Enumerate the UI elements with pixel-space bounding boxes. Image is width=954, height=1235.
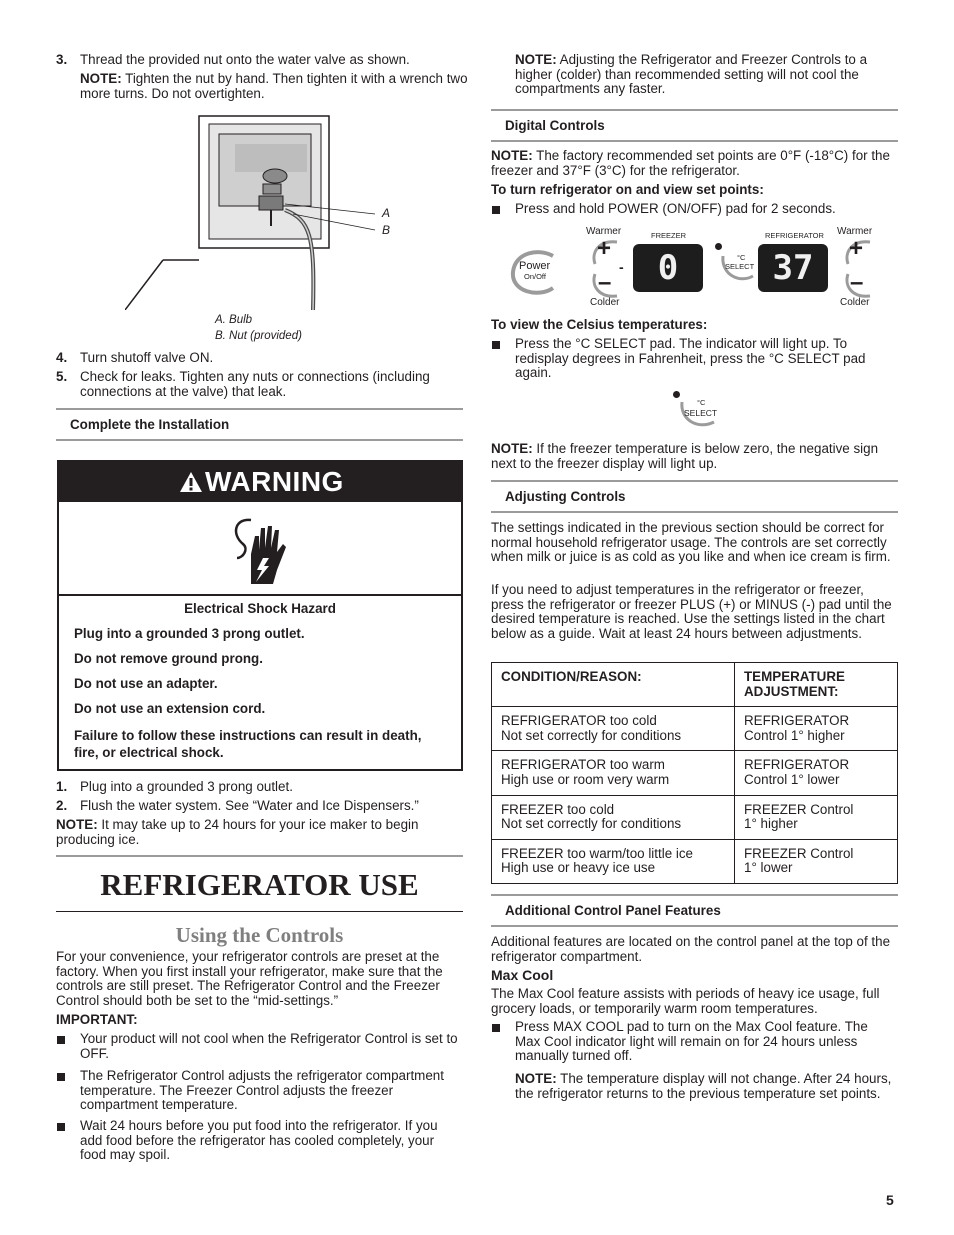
warning-box bbox=[57, 460, 463, 771]
step-5-number: 5. bbox=[56, 369, 68, 384]
refrigerator-plus-button[interactable]: + bbox=[849, 235, 864, 262]
table-cell-adjustment: REFRIGERATOR Control 1° higher bbox=[735, 707, 898, 751]
warning-banner bbox=[59, 462, 461, 502]
figure-label-b: B bbox=[382, 223, 391, 237]
figure-caption-b: B. Nut (provided) bbox=[215, 330, 302, 342]
max-cool-paragraph: The Max Cool feature assists with periods of heavy ice usage, full grocery loads, or temporarily warm room temperatures. bbox=[491, 986, 880, 1016]
warning-title: WARNING bbox=[205, 466, 344, 497]
warning-line-1: Plug into a grounded 3 prong outlet. bbox=[74, 626, 305, 641]
table-row bbox=[492, 795, 898, 839]
negative-sign-note: NOTE: If the freezer temperature is below zero, the negative sign next to the freezer display will light up. bbox=[491, 441, 879, 471]
additional-features-heading: Additional Control Panel Features bbox=[491, 894, 898, 927]
refrigerator-colder-label: Colder bbox=[840, 297, 870, 308]
refrigerator-display-label: REFRIGERATOR bbox=[765, 231, 824, 240]
table-row bbox=[492, 839, 898, 883]
title-rule-top bbox=[56, 855, 463, 857]
complete-step-1-number: 1. bbox=[56, 779, 68, 794]
refrigerator-display-value: 37 bbox=[772, 248, 814, 288]
freezer-display-value: 0 bbox=[657, 248, 679, 288]
controls-intro: For your convenience, your refrigerator controls are preset at the factory. When you first install your refrigerator, make sure that the controls are still preset. The Refrigerator Control and the Freezer Control should both be set to the “mid-settings.” bbox=[56, 949, 443, 1008]
max-cool-heading: Max Cool bbox=[491, 967, 554, 983]
set-points-note: NOTE: The factory recommended set points are 0°F (-18°C) for the freezer and 37°F (3°C) for the refrigerator. bbox=[491, 148, 890, 178]
select-icon-celsius: °C bbox=[697, 398, 706, 407]
table-row bbox=[492, 707, 898, 751]
freezer-plus-button[interactable]: + bbox=[597, 235, 612, 262]
step-4-number: 4. bbox=[56, 350, 68, 365]
table-header-condition: CONDITION/REASON: bbox=[492, 663, 735, 707]
digital-controls-heading: Digital Controls bbox=[491, 109, 898, 142]
onoff-label: On/Off bbox=[524, 272, 546, 281]
colder-setting-note: NOTE: Adjusting the Refrigerator and Freezer Controls to a higher (colder) than recommended setting will not cool the compartments any faster. bbox=[515, 52, 868, 97]
subtitle: Using the Controls bbox=[175, 923, 344, 947]
table-cell-adjustment: FREEZER Control 1° lower bbox=[735, 839, 898, 883]
celsius-select-button[interactable]: SELECT bbox=[725, 262, 755, 271]
adjustment-table bbox=[491, 662, 898, 884]
freezer-colder-label: Colder bbox=[590, 297, 620, 308]
table-cell-adjustment: REFRIGERATOR Control 1° lower bbox=[735, 751, 898, 795]
celsius-indicator-light bbox=[715, 243, 722, 250]
celsius-label: °C bbox=[737, 253, 746, 262]
adjusting-paragraph-2: If you need to adjust temperatures in the refrigerator or freezer, press the refrigerator or freezer PLUS (+) or MINUS (-) pad until the desired temperature is reached. Use the settings listed in the chart below as a guide. Wait at least 24 hours between adjustments. bbox=[491, 582, 892, 641]
warning-line-2: Do not remove ground prong. bbox=[74, 651, 263, 666]
table-cell-adjustment: FREEZER Control 1° higher bbox=[735, 795, 898, 839]
freezer-warmer-label: Warmer bbox=[586, 226, 622, 237]
figure-caption-a: A. Bulb bbox=[215, 314, 253, 326]
turn-on-heading: To turn refrigerator on and view set points: bbox=[491, 182, 764, 197]
warning-triangle-icon bbox=[179, 471, 203, 493]
main-title: REFRIGERATOR USE bbox=[100, 867, 419, 902]
bullet-marker bbox=[57, 1073, 65, 1081]
complete-step-2-text: Flush the water system. See “Water and Ice Dispensers.” bbox=[80, 798, 419, 813]
electric-shock-hand-icon bbox=[229, 514, 289, 586]
celsius-select-pad-illustration bbox=[670, 388, 720, 434]
table-cell-condition: REFRIGERATOR too warm High use or room very warm bbox=[492, 751, 735, 795]
celsius-bullet: Press the °C SELECT pad. The indicator will light up. To redisplay degrees in Fahrenheit, press the °C SELECT pad again. bbox=[515, 336, 866, 381]
power-label[interactable]: Power bbox=[519, 260, 551, 272]
important-label: IMPORTANT: bbox=[56, 1012, 138, 1027]
table-cell-condition: FREEZER too warm/too little ice High use or heavy ice use bbox=[492, 839, 735, 883]
bullet-marker bbox=[492, 1024, 500, 1032]
celsius-heading: To view the Celsius temperatures: bbox=[491, 317, 708, 332]
figure-label-a: A bbox=[382, 206, 391, 220]
table-cell-condition: REFRIGERATOR too cold Not set correctly for conditions bbox=[492, 707, 735, 751]
table-header-row bbox=[492, 663, 898, 707]
freezer-negative-sign: - bbox=[619, 259, 624, 275]
bullet-marker bbox=[57, 1123, 65, 1131]
step-3-note: NOTE: Tighten the nut by hand. Then tighten it with a wrench two more turns. Do not overtighten. bbox=[80, 71, 468, 101]
water-valve-illustration bbox=[125, 110, 395, 310]
freezer-display-label: FREEZER bbox=[651, 231, 687, 240]
complete-installation-heading: Complete the Installation bbox=[56, 408, 463, 441]
control-panel-illustration bbox=[505, 222, 890, 314]
warning-line-3: Do not use an adapter. bbox=[74, 676, 218, 691]
complete-step-1-text: Plug into a grounded 3 prong outlet. bbox=[80, 779, 293, 794]
page-number: 5 bbox=[886, 1192, 894, 1208]
step-4-text: Turn shutoff valve ON. bbox=[80, 350, 214, 365]
table-cell-condition: FREEZER too cold Not set correctly for conditions bbox=[492, 795, 735, 839]
step-3-number: 3. bbox=[56, 52, 68, 67]
freezer-minus-button[interactable]: – bbox=[598, 269, 612, 296]
bullet-marker bbox=[492, 206, 500, 214]
warning-line-5: Failure to follow these instructions can result in death, fire, or electrical shock. bbox=[74, 728, 422, 760]
adjusting-paragraph-1: The settings indicated in the previous section should be correct for normal household refrigerator usage. The controls are set correctly when milk or juice is as cold as you like and when ice cream is firm. bbox=[491, 520, 891, 565]
table-header-adjustment: TEMPERATURE ADJUSTMENT: bbox=[735, 663, 898, 707]
step-3-text: Thread the provided nut onto the water valve as shown. bbox=[80, 52, 410, 67]
refrigerator-minus-button[interactable]: – bbox=[850, 269, 864, 296]
step-5-text: Check for leaks. Tighten any nuts or connections (including connections at the valve) that leak. bbox=[80, 369, 430, 399]
title-rule-bottom bbox=[56, 911, 463, 912]
warning-divider bbox=[59, 594, 461, 596]
important-bullet-1: Your product will not cool when the Refrigerator Control is set to OFF. bbox=[80, 1031, 458, 1061]
bullet-marker bbox=[57, 1036, 65, 1044]
celsius-indicator-light bbox=[673, 391, 680, 398]
select-icon-select[interactable]: SELECT bbox=[684, 408, 718, 418]
table-row bbox=[492, 751, 898, 795]
additional-features-paragraph: Additional features are located on the control panel at the top of the refrigerator compartment. bbox=[491, 934, 891, 964]
turn-on-bullet: Press and hold POWER (ON/OFF) pad for 2 seconds. bbox=[515, 201, 836, 216]
warning-line-4: Do not use an extension cord. bbox=[74, 701, 266, 716]
ice-maker-note: NOTE: It may take up to 24 hours for your ice maker to begin producing ice. bbox=[56, 817, 419, 847]
max-cool-note: NOTE: The temperature display will not change. After 24 hours, the refrigerator returns to the previous temperature set points. bbox=[515, 1071, 892, 1101]
max-cool-bullet: Press MAX COOL pad to turn on the Max Cool feature. The Max Cool indicator light will remain on for 24 hours unless manually turned off. bbox=[515, 1019, 868, 1064]
important-bullet-3: Wait 24 hours before you put food into the refrigerator. If you add food before the refrigerator has cooled completely, your food may spoil. bbox=[80, 1118, 438, 1163]
bullet-marker bbox=[492, 341, 500, 349]
refrigerator-warmer-label: Warmer bbox=[837, 226, 873, 237]
important-bullet-2: The Refrigerator Control adjusts the refrigerator compartment temperature. The Freezer Control adjusts the freezer compartment temperature. bbox=[80, 1068, 444, 1113]
complete-step-2-number: 2. bbox=[56, 798, 68, 813]
adjusting-controls-heading: Adjusting Controls bbox=[491, 480, 898, 513]
refrigerator-display bbox=[758, 244, 828, 292]
freezer-display bbox=[633, 244, 703, 292]
hazard-title: Electrical Shock Hazard bbox=[184, 601, 336, 616]
